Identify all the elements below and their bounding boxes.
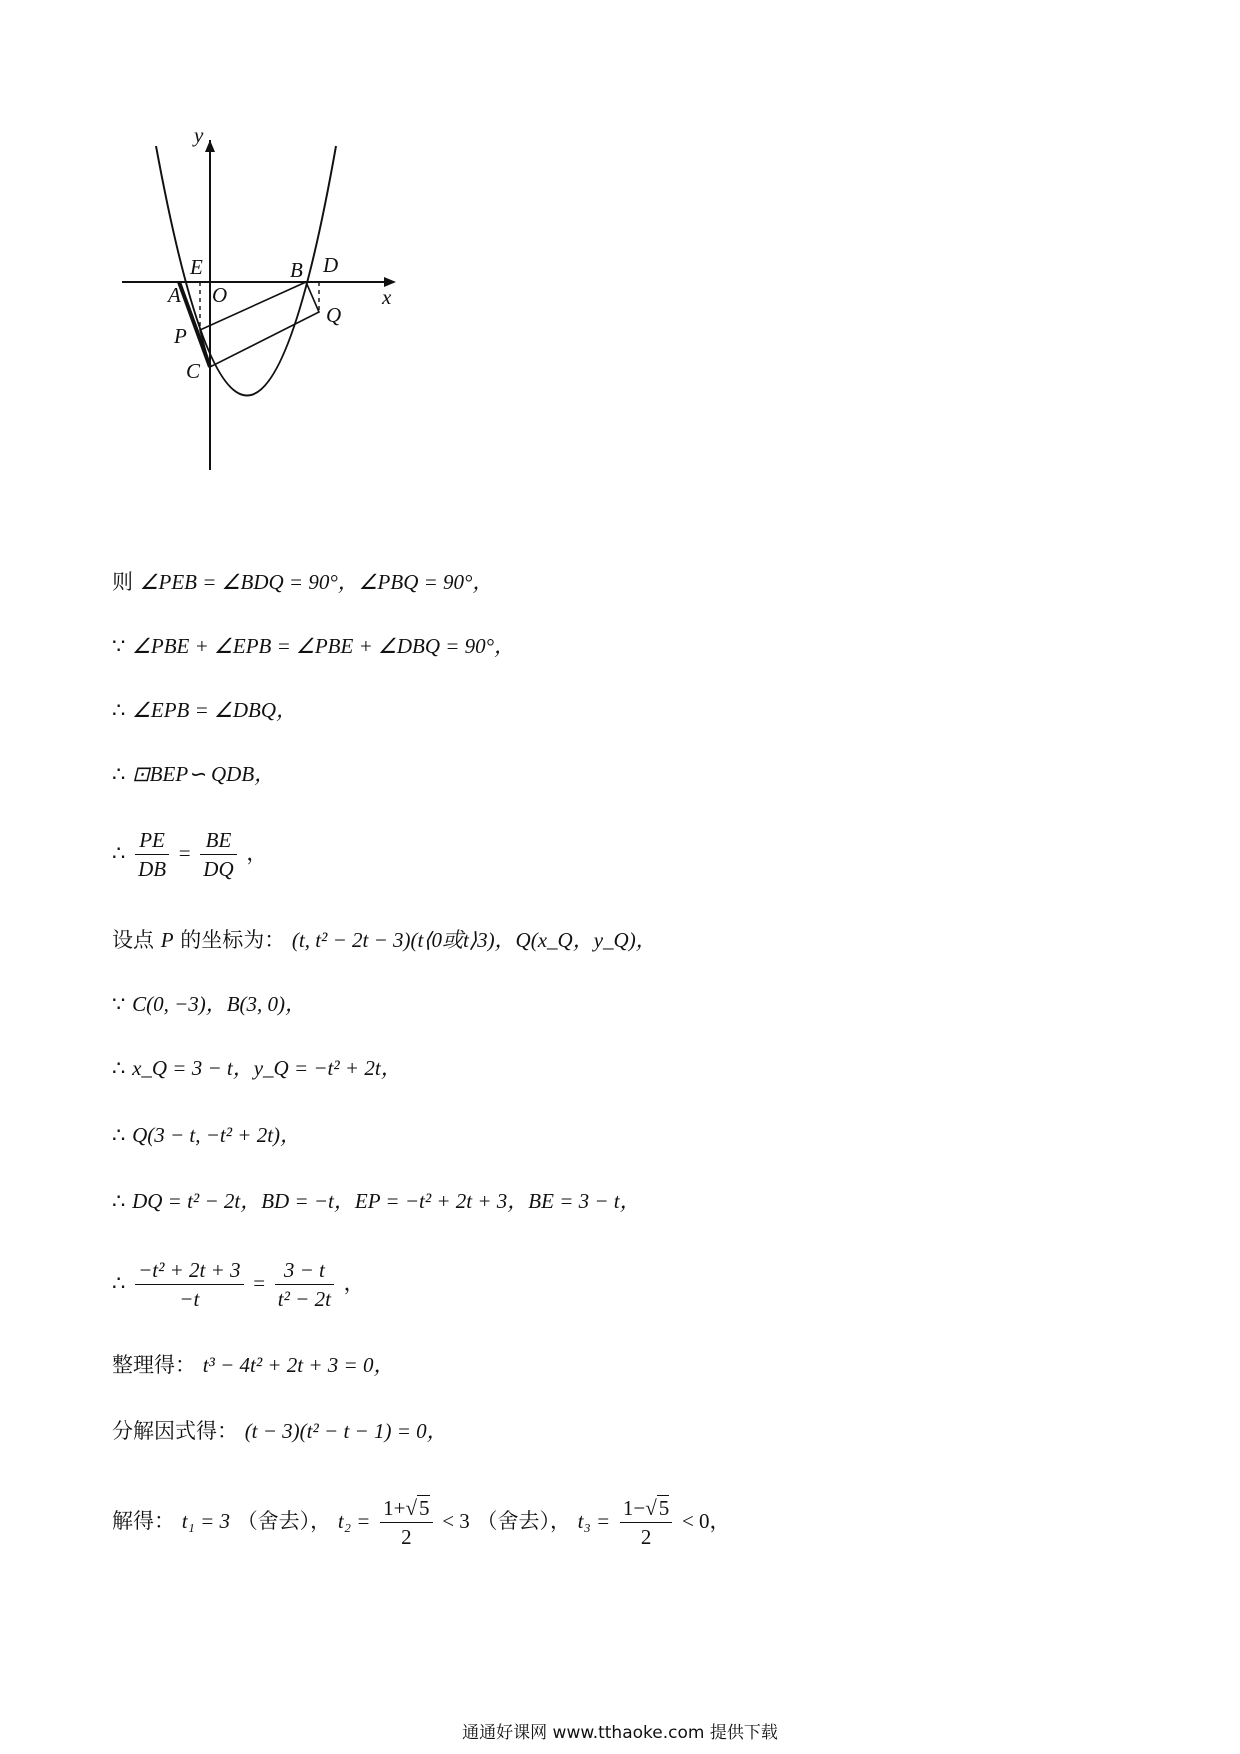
line-5-tail: ， xyxy=(246,841,268,865)
y-axis-arrow xyxy=(205,140,215,152)
solution-t3: t₃ = xyxy=(577,1509,611,1533)
label-b: B xyxy=(290,258,303,282)
fraction-left xyxy=(135,1256,243,1313)
fraction-denominator: 2 xyxy=(401,1525,412,1549)
line-4-math: ⊡BEP∽ QDB， xyxy=(132,762,276,786)
line-9-prefix: ∴ xyxy=(112,1123,126,1147)
label-d: D xyxy=(323,253,339,277)
fraction-numerator: 3 − t xyxy=(275,1256,334,1285)
fraction-denominator: −t xyxy=(179,1287,200,1311)
line-13 xyxy=(112,1416,448,1446)
fraction-be-dq xyxy=(200,826,236,883)
fraction-numerator xyxy=(380,1494,432,1523)
line-7 xyxy=(112,989,306,1019)
line-7-prefix: ∵ xyxy=(112,992,126,1016)
fraction-right xyxy=(275,1256,334,1313)
line-3-prefix: ∴ xyxy=(112,698,126,722)
sqrt-symbol: √ xyxy=(405,1496,417,1520)
fraction-denominator: DB xyxy=(138,857,167,881)
line-11-tail: ， xyxy=(343,1271,365,1295)
solution-t2: t₂ = xyxy=(337,1509,371,1533)
line-4 xyxy=(112,759,275,789)
fraction-numerator xyxy=(620,1494,672,1523)
numerator-prefix: 1− xyxy=(622,1496,646,1520)
line-1-math: ∠PEB = ∠BDQ = 90°，∠PBQ = 90°， xyxy=(139,570,494,594)
line-6-mid: 的坐标为： xyxy=(180,928,286,952)
line-3 xyxy=(112,695,297,725)
line-13-math: (t − 3)(t² − t − 1) = 0， xyxy=(244,1419,448,1443)
line-11 xyxy=(112,1256,365,1313)
label-y: y xyxy=(194,123,204,147)
line-11-prefix: ∴ xyxy=(112,1271,126,1295)
fraction-pe-db xyxy=(135,826,169,883)
point-p-label: P xyxy=(160,928,174,952)
reject-note-1: （舍去）， xyxy=(236,1509,332,1533)
line-7-math: C(0, −3)，B(3, 0)， xyxy=(132,992,307,1016)
line-6-prefix: 设点 xyxy=(112,928,154,952)
line-8 xyxy=(112,1053,402,1083)
equals-sign: = xyxy=(253,1271,266,1295)
sqrt-radicand: 5 xyxy=(658,1496,670,1520)
line-2-prefix: ∵ xyxy=(112,634,126,658)
line-8-math: x_Q = 3 − t，y_Q = −t² + 2t， xyxy=(132,1056,402,1080)
line-9-math: Q(3 − t, −t² + 2t)， xyxy=(132,1123,302,1147)
page-footer: 通通好课网 www.tthaoke.com 提供下载 xyxy=(462,1723,778,1743)
fraction-t2 xyxy=(380,1494,432,1551)
line-12 xyxy=(112,1350,394,1380)
line-5 xyxy=(112,826,267,883)
line-14-prefix: 解得： xyxy=(112,1509,175,1533)
solution-t1: t₁ = 3 xyxy=(181,1509,230,1533)
line-12-math: t³ − 4t² + 2t + 3 = 0， xyxy=(202,1353,395,1377)
label-q: Q xyxy=(326,303,342,327)
line-10-math: DQ = t² − 2t，BD = −t，EP = −t² + 2t + 3，BE = 3 − t， xyxy=(132,1189,641,1213)
fraction-t3 xyxy=(620,1494,672,1551)
line-6-math: (t, t² − 2t − 3)(t⟨0或t⟩3)，Q(x_Q，y_Q)， xyxy=(291,928,657,952)
fraction-denominator: DQ xyxy=(203,857,234,881)
line-10 xyxy=(112,1186,641,1216)
fraction-denominator: t² − 2t xyxy=(277,1287,331,1311)
fraction-numerator: −t² + 2t + 3 xyxy=(135,1256,243,1285)
line-5-prefix: ∴ xyxy=(112,841,126,865)
parabola-figure xyxy=(130,123,460,540)
line-8-prefix: ∴ xyxy=(112,1056,126,1080)
line-9 xyxy=(112,1120,301,1150)
numerator-prefix: 1+ xyxy=(383,1496,406,1520)
line-3-math: ∠EPB = ∠DBQ， xyxy=(132,698,298,722)
fraction-numerator: BE xyxy=(200,826,236,855)
reject-note-2: （舍去）， xyxy=(476,1509,571,1533)
label-e: E xyxy=(190,255,203,279)
line-13-prefix: 分解因式得： xyxy=(112,1419,238,1443)
less-than-0: < 0， xyxy=(681,1509,731,1533)
equals-sign: = xyxy=(178,841,191,865)
parabola-curve xyxy=(156,146,339,396)
sqrt-symbol: √ xyxy=(645,1496,657,1520)
less-than-3: < 3 xyxy=(442,1509,470,1533)
label-p: P xyxy=(174,324,187,348)
line-6 xyxy=(112,925,657,955)
label-o: O xyxy=(212,283,228,307)
line-2-math: ∠PBE + ∠EPB = ∠PBE + ∠DBQ = 90°， xyxy=(132,634,516,658)
label-a: A xyxy=(168,283,181,307)
line-10-prefix: ∴ xyxy=(112,1189,126,1213)
label-c: C xyxy=(186,359,201,383)
line-12-prefix: 整理得： xyxy=(112,1353,196,1377)
fraction-denominator: 2 xyxy=(640,1525,652,1549)
line-4-prefix: ∴ xyxy=(112,762,126,786)
line-14 xyxy=(112,1494,731,1551)
fraction-numerator: PE xyxy=(135,826,169,855)
line-1-prefix: 则 xyxy=(112,570,133,594)
sqrt-radicand: 5 xyxy=(419,1496,430,1520)
line-2 xyxy=(112,631,515,661)
line-1 xyxy=(112,567,493,597)
label-x: x xyxy=(382,285,392,309)
